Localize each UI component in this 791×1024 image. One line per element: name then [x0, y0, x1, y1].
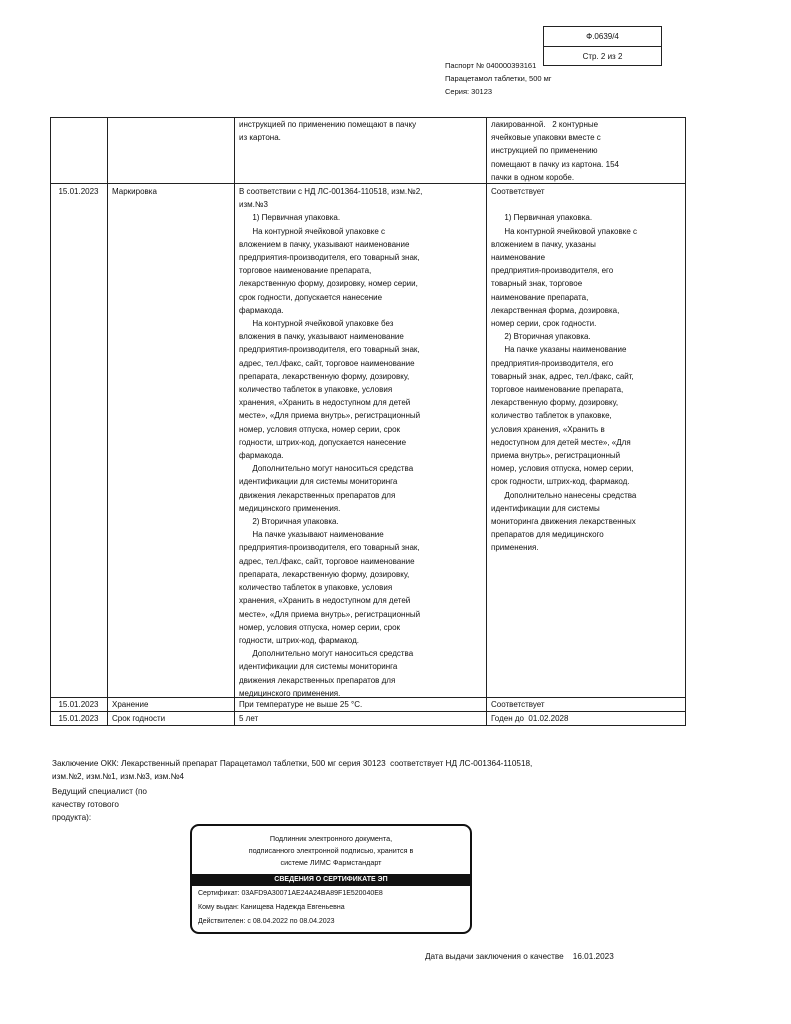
table-col-divider [486, 117, 487, 726]
table-border-left [50, 117, 51, 726]
results-table [50, 117, 686, 726]
result-cell: Годен до 01.02.2028 [491, 714, 569, 723]
stamp-line: системе ЛИМС Фармстандарт [280, 858, 382, 867]
page-number: Стр. 2 из 2 [582, 52, 623, 61]
requirement-cell: 5 лет [239, 714, 259, 723]
date-cell: 15.01.2023 [58, 714, 99, 723]
specialist-label: Ведущий специалист (по качеству готового продукта): [52, 787, 147, 822]
stamp-line: Подлинник электронного документа, [269, 834, 393, 843]
result-cell: Соответствует [491, 700, 545, 709]
certificate-validity: Действителен: с 08.04.2022 по 08.04.2023 [198, 918, 335, 925]
table-col-divider [234, 117, 235, 726]
passport-series: Серия: 30123 [445, 87, 493, 96]
certificate-number: Сертификат: 03AFD9A30071AE24A24BA89F1E520040E8 [198, 890, 383, 897]
passport-product: Парацетамол таблетки, 500 мг [445, 74, 552, 83]
test-name-cell: Срок годности [112, 714, 166, 723]
test-name-cell: Хранение [112, 700, 149, 709]
issue-date: Дата выдачи заключения о качестве 16.01.2023 [425, 952, 614, 961]
requirement-cell: инструкцией по применению помещают в пачку из картона. [239, 120, 417, 143]
table-col-divider [107, 117, 108, 726]
stamp-header-bar: СВЕДЕНИЯ О СЕРТИФИКАТЕ ЭП [192, 874, 470, 886]
signature-stamp [190, 824, 472, 934]
form-code: Ф.0639/4 [544, 27, 661, 47]
conclusion-text: Заключение ОКК: Лекарственный препарат Парацетамол таблетки, 500 мг серия 30123 соответствует НД ЛС-001364-110518, изм.№2, изм.№1, изм.№3, изм.№4 [52, 759, 533, 781]
date-cell: 15.01.2023 [58, 187, 99, 196]
certificate-owner: Кому выдан: Канищева Надежда Евгеньевна [198, 904, 345, 911]
date-cell: 15.01.2023 [58, 700, 99, 709]
table-border-right [685, 117, 686, 726]
result-cell: Соответствует 1) Первичная упаковка. На контурной ячейковой упаковке с вложением в пачку, указаны наименование предприятия-производителя, его товарный знак, торговое наименование препарата, лекарственная форма, дозировка, номер серии, срок годности. 2) Вторичная упаковка. На пачке указаны наименование предприятия-производителя, его товарный знак, адрес, тел./факс, сайт, торговое наименование препарата, лекарственную форму, дозировку, количество таблеток в упаковке, условия хранения, «Хранить в недоступном для детей месте», «Для приема внутрь», регистрационный номер, условия отпуска, номер серии, срок годности, штрих-код, фармакод. Дополнительно нанесены средства идентификации для системы мониторинга движения лекарственных препаратов для медицинского применения. [491, 187, 638, 553]
form-code-box [543, 26, 662, 66]
result-cell: лакированной. 2 контурные ячейковые упаковки вместе с инструкцией по применению помещают в пачку из картона. 154 пачки в одном коробе. [491, 120, 619, 182]
passport-number: Паспорт № 040000393161 [445, 61, 537, 70]
requirement-cell: В соответствии с НД ЛС-001364-110518, изм.№2, изм.№3 1) Первичная упаковка. На контурной ячейковой упаковке с вложением в пачку, указывают наименование предприятия-производителя, его товарный знак, торговое наименование препарата, лекарственную форму, дозировку, номер серии, срок годности, допускается нанесение фармакода. На контурной ячейковой упаковке без вложения в пачку, указывают наименование предприятия-производителя, его товарный знак, адрес, тел./факс, сайт, торговое наименование препарата, лекарственную форму, дозировку, количество таблеток в упаковке, условия хранения, «Хранить в недоступном для детей месте», «Для приема внутрь», регистрационный номер, условия отпуска, номер серии, срок годности, штрих-код, допускается нанесение фармакода. Дополнительно могут наноситься средства идентификации для системы мониторинга движения лекарственных препаратов для медицинского применения. 2) Вторичная упаковка. На пачке указывают наименование предприятия-производителя, его товарный знак, адрес, тел./факс, сайт, торговое наименование препарата, лекарственную форму, дозировку, количество таблеток в упаковке, условия хранения, «Хранить в недоступном для детей месте», «Для приема внутрь», регистрационный номер, условия отпуска, номер серии, срок годности, штрих-код, фармакод. Дополнительно могут наноситься средства идентификации для системы мониторинга движения лекарственных препаратов для медицинского применения. [239, 187, 423, 698]
requirement-cell: При температуре не выше 25 °С. [239, 700, 363, 709]
stamp-line: подписанного электронной подписью, хранится в [248, 846, 414, 855]
test-name-cell: Маркировка [112, 187, 157, 196]
